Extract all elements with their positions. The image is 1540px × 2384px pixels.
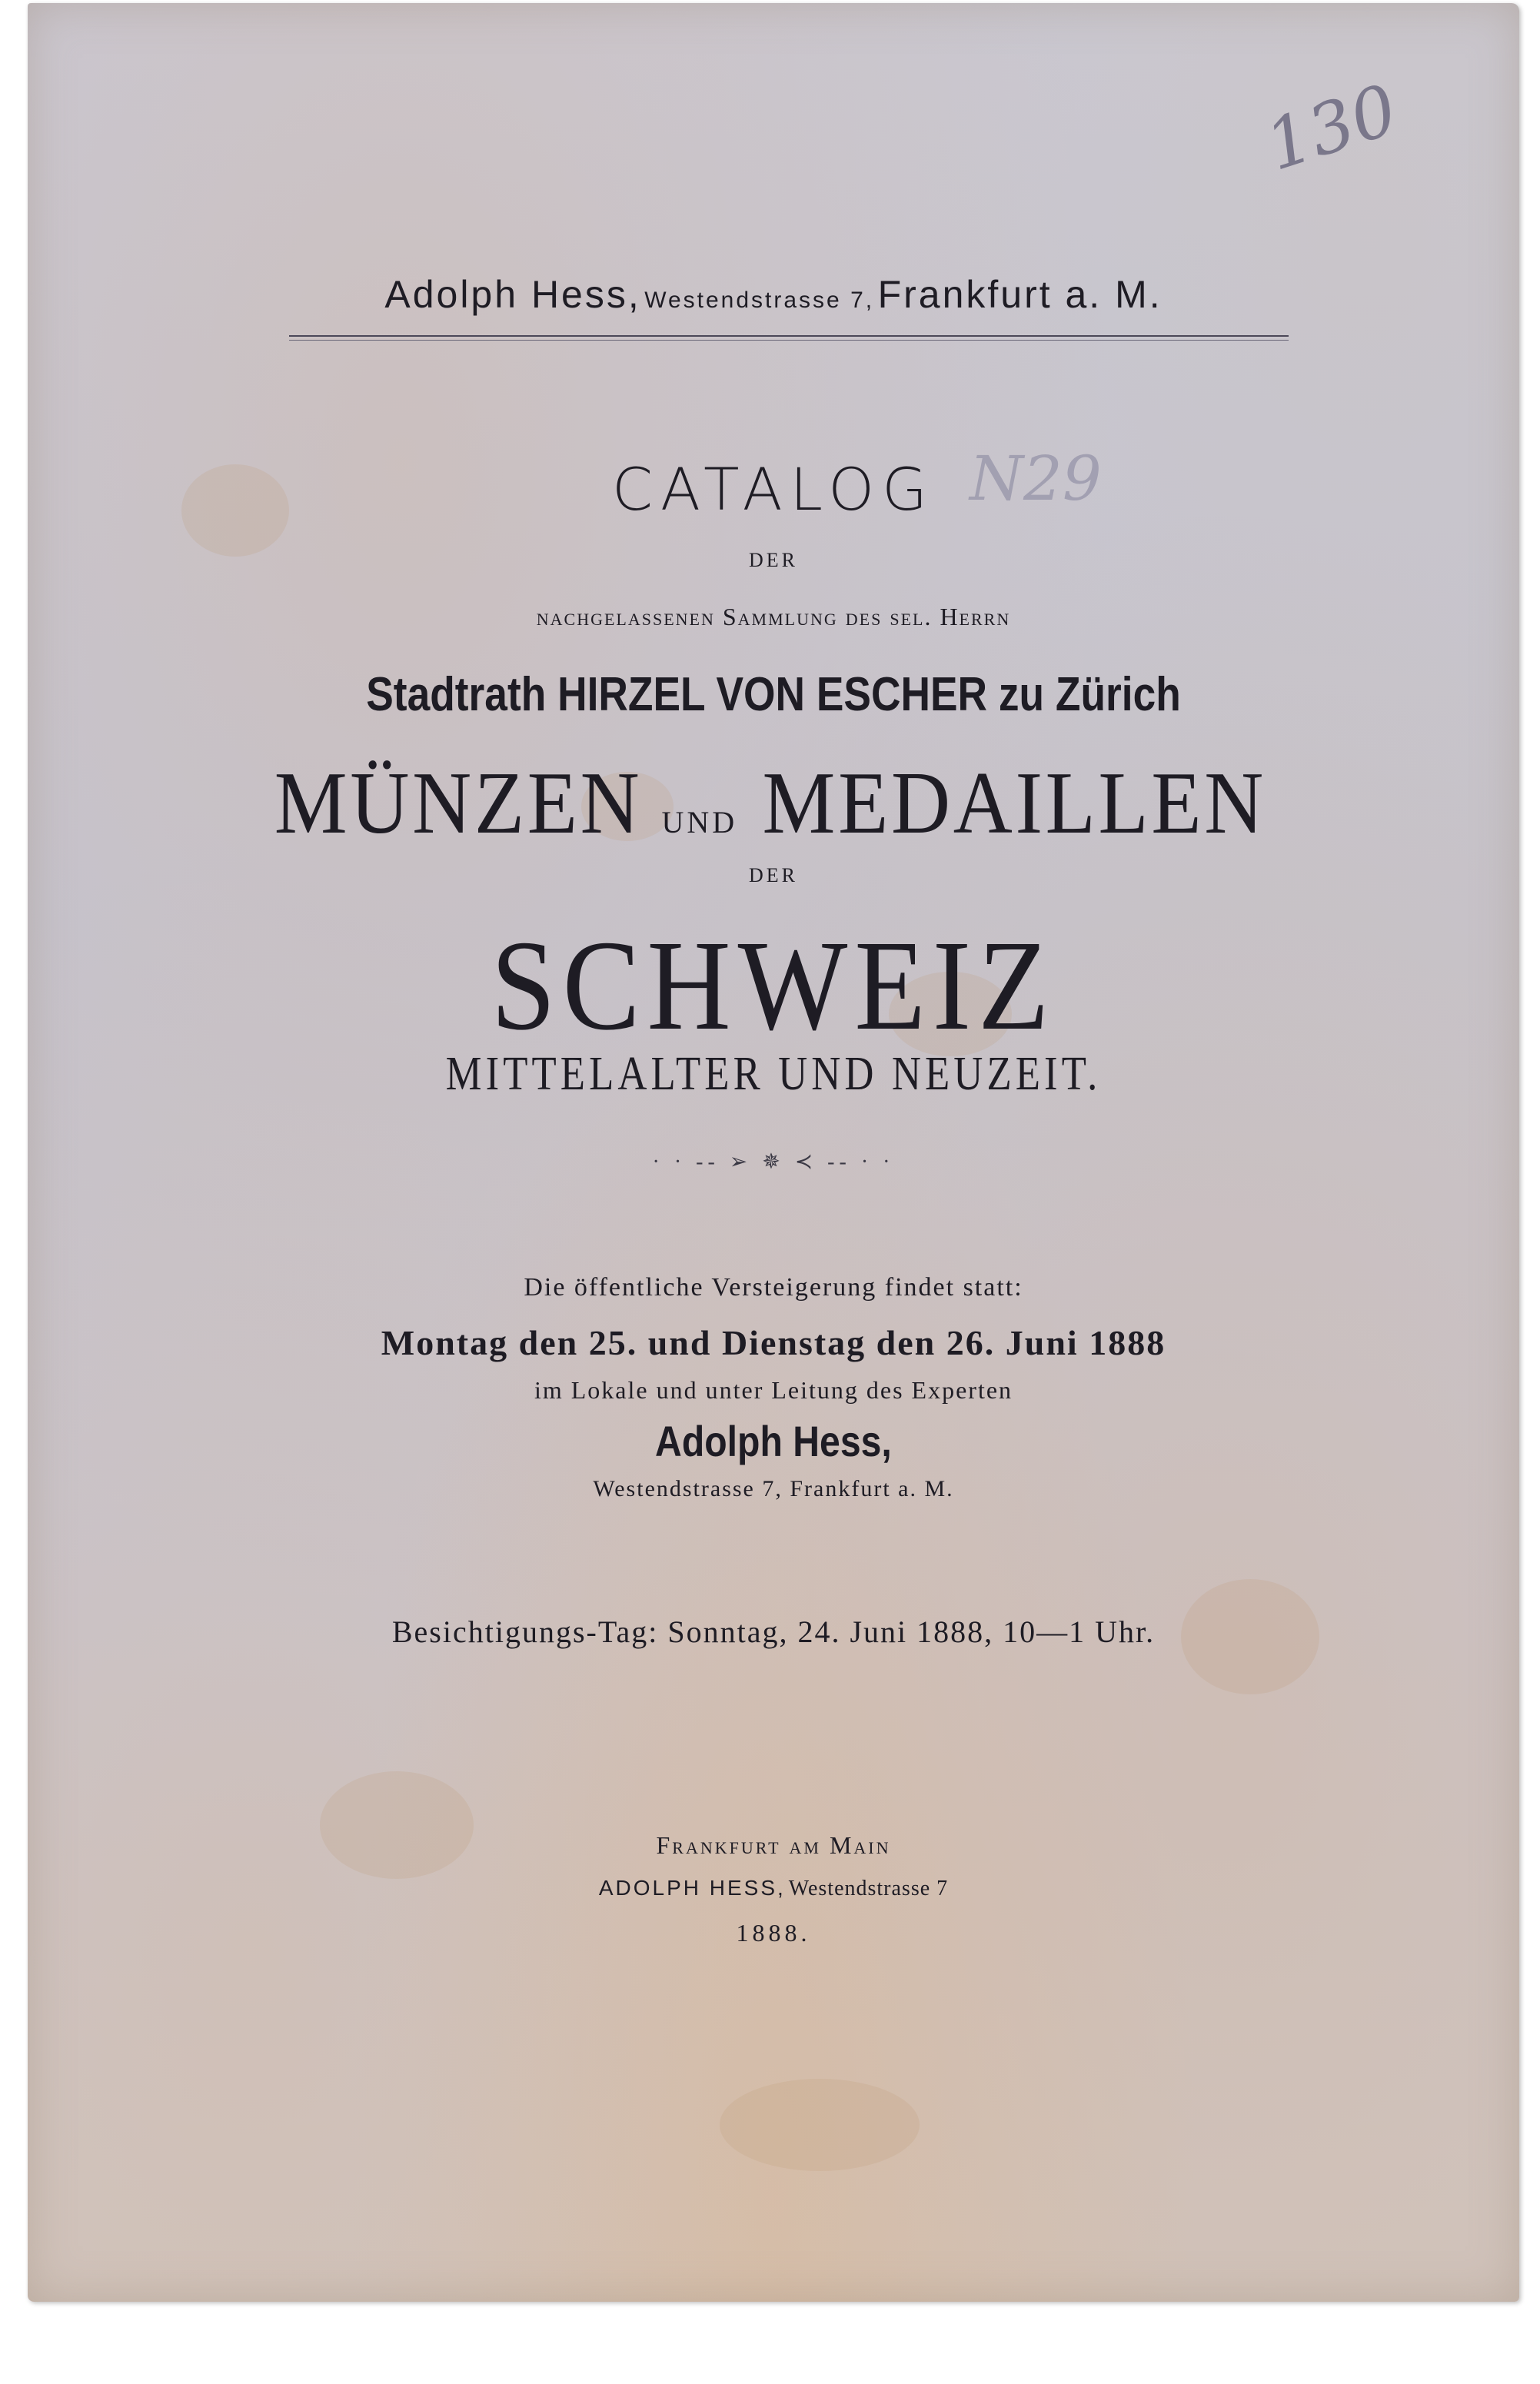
imprint-year: 1888. <box>736 1919 811 1947</box>
stain-spot <box>720 2079 920 2171</box>
header-rule-thin <box>289 340 1289 341</box>
coins-word: MÜNZEN <box>274 754 643 853</box>
der-label-1: DER <box>749 549 798 571</box>
period-line: MITTELALTER UND NEUZEIT. <box>445 1048 1102 1100</box>
imprint-street: Westendstrasse 7 <box>788 1877 949 1900</box>
stain-spot <box>320 1771 474 1879</box>
catalog-cover <box>28 3 1519 2302</box>
imprint-city: Frankfurt am Main <box>656 1831 891 1859</box>
coins-line <box>28 753 1519 855</box>
imprint-publisher-name: ADOLPH HESS, <box>598 1876 786 1900</box>
header-rule <box>289 335 1289 337</box>
expert-line <box>28 1416 1519 1466</box>
viewing-day: Besichtigungs-Tag: Sonntag, 24. Juni 1888, 10—1 Uhr. <box>391 1614 1156 1649</box>
expert-name: Adolph Hess, <box>655 1417 892 1465</box>
imprint-publisher <box>28 1876 1519 1901</box>
collection-line: nachgelassenen Sammlung des sel. Herrn <box>536 603 1011 630</box>
expert-address: Westendstrasse 7, Frankfurt a. M. <box>593 1476 954 1501</box>
header-street: Westendstrasse 7, <box>644 288 875 313</box>
country-title: SCHWEIZ <box>491 914 1056 1057</box>
header-name: Adolph Hess, <box>384 273 641 316</box>
catalog-title: CATALOG <box>611 455 935 524</box>
header-city: Frankfurt a. M. <box>877 273 1162 316</box>
auction-dates: Montag den 25. und Dienstag den 26. Juni 1888 <box>381 1323 1166 1362</box>
auction-location: im Lokale und unter Leitung des Experten <box>534 1376 1013 1404</box>
auction-intro: Die öffentliche Versteigerung findet statt: <box>524 1273 1023 1302</box>
owner-line <box>28 667 1519 722</box>
handwritten-page-number: 130 <box>1256 69 1407 187</box>
der-label-2: DER <box>749 864 798 886</box>
handwritten-catalog-number: N29 <box>970 443 1102 514</box>
medals-word: MEDAILLEN <box>762 754 1267 853</box>
und-word: UND <box>661 805 738 840</box>
owner-name: Stadtrath HIRZEL VON ESCHER zu Zürich <box>366 668 1181 721</box>
publisher-header <box>28 272 1519 317</box>
ornament-divider: · · -- ➢ ✵ ≺ -- · · <box>652 1150 895 1174</box>
